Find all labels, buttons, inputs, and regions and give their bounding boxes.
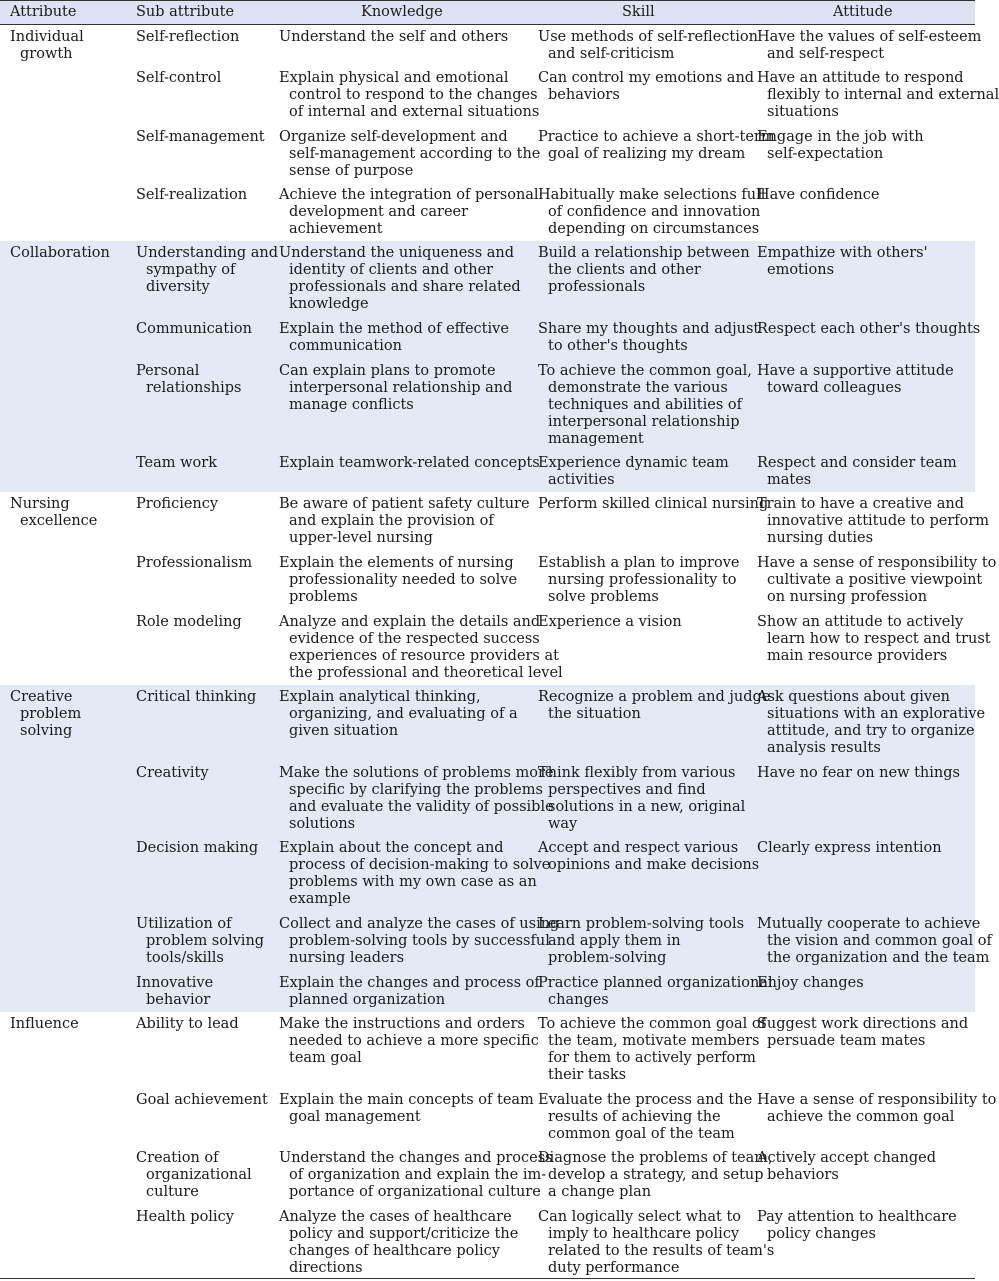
- cell-line: learn how to respect and trust: [767, 631, 991, 647]
- cell-line: of internal and external situations: [289, 104, 540, 120]
- attitude-cell: [757, 29, 981, 63]
- cell-line: Build a relationship between: [538, 245, 750, 261]
- cell-line: Creative: [10, 689, 73, 705]
- cell-line: Learn problem-solving tools: [538, 916, 745, 932]
- cell-line: Creativity: [136, 765, 209, 781]
- knowledge-cell: [279, 363, 512, 414]
- cell-line: problem-solving tools by successful: [289, 933, 550, 949]
- cell-line: Make the solutions of problems more: [279, 765, 554, 781]
- attitude-cell: [757, 555, 996, 606]
- cell-line: identity of clients and other: [289, 262, 494, 278]
- cell-line: Mutually cooperate to achieve: [757, 916, 981, 932]
- attitude-cell: [757, 840, 942, 857]
- cell-line: Analyze and explain the details and: [279, 614, 541, 630]
- cell-line: development and career: [289, 204, 469, 220]
- cell-line: Perform skilled clinical nursing: [538, 496, 769, 512]
- skill-cell: [538, 555, 739, 606]
- cell-line: Health policy: [136, 1209, 234, 1225]
- cell-line: for them to actively perform: [548, 1050, 756, 1066]
- skill-cell: [538, 1209, 774, 1277]
- cell-line: policy and support/criticize the: [289, 1226, 519, 1242]
- cell-line: attitude, and try to organize: [767, 723, 975, 739]
- knowledge-cell: [279, 689, 518, 740]
- knowledge-cell: [279, 1150, 553, 1201]
- sub-attribute-cell: [136, 496, 218, 513]
- attitude-cell: [757, 70, 999, 121]
- cell-line: needed to achieve a more specific: [289, 1033, 539, 1049]
- cell-line: behavior: [146, 992, 211, 1008]
- sub-attribute-cell: [136, 840, 258, 857]
- cell-line: common goal of the team: [548, 1126, 735, 1142]
- attribute-label: [10, 29, 84, 63]
- cell-line: management: [548, 431, 644, 447]
- cell-line: changes: [548, 992, 609, 1008]
- knowledge-cell: [279, 496, 530, 547]
- cell-line: techniques and abilities of: [548, 397, 743, 413]
- cell-line: the situation: [548, 706, 641, 722]
- cell-line: To achieve the common goal of: [538, 1016, 766, 1032]
- attitude-cell: [757, 975, 864, 992]
- sub-attribute-cell: [136, 29, 239, 46]
- cell-line: example: [289, 891, 351, 907]
- knowledge-cell: [279, 1016, 539, 1067]
- header-attitude: Attitude: [833, 4, 893, 20]
- cell-line: professionals and share related: [289, 279, 521, 295]
- skill-cell: [538, 363, 752, 448]
- skill-cell: [538, 1092, 752, 1143]
- cell-line: and self-criticism: [548, 46, 675, 62]
- skill-cell: [538, 614, 682, 631]
- knowledge-cell: [279, 614, 563, 682]
- cell-line: Analyze the cases of healthcare: [279, 1209, 512, 1225]
- cell-line: directions: [289, 1260, 363, 1276]
- cell-line: problems with my own case as an: [289, 874, 537, 890]
- cell-line: emotions: [767, 262, 835, 278]
- cell-line: persuade team mates: [767, 1033, 926, 1049]
- cell-line: opinions and make decisions: [548, 857, 760, 873]
- header-attribute: Attribute: [10, 4, 77, 20]
- attitude-cell: [757, 1209, 957, 1243]
- attitude-cell: [757, 614, 991, 665]
- sub-attribute-cell: [136, 1209, 234, 1226]
- sub-attribute-cell: [136, 689, 256, 706]
- cell-line: the organization and the team: [767, 950, 990, 966]
- knowledge-cell: [279, 555, 517, 606]
- cell-line: problem-solving: [548, 950, 667, 966]
- cell-line: professionals: [548, 279, 646, 295]
- cell-line: Suggest work directions and: [757, 1016, 969, 1032]
- skill-cell: [538, 129, 775, 163]
- cell-line: Diagnose the problems of team,: [538, 1150, 773, 1166]
- cell-line: evidence of the respected success: [289, 631, 540, 647]
- cell-line: Proficiency: [136, 496, 219, 512]
- cell-line: Practice to achieve a short-term: [538, 129, 775, 145]
- cell-line: Have confidence: [757, 187, 880, 203]
- cell-line: Explain about the concept and: [279, 840, 504, 856]
- cell-line: the team, motivate members: [548, 1033, 760, 1049]
- knowledge-cell: [279, 765, 554, 833]
- sub-attribute-cell: [136, 245, 278, 296]
- cell-line: duty performance: [548, 1260, 680, 1276]
- attitude-cell: [757, 1150, 936, 1184]
- skill-cell: [538, 245, 750, 296]
- cell-line: solutions in a new, original: [548, 799, 746, 815]
- cell-line: behaviors: [767, 1167, 839, 1183]
- cell-line: Utilization of: [136, 916, 232, 932]
- cell-line: related to the results of team's: [548, 1243, 775, 1259]
- attribute-label: [10, 496, 97, 530]
- cell-line: policy changes: [767, 1226, 876, 1242]
- knowledge-cell: [279, 1092, 534, 1126]
- attitude-cell: [757, 455, 957, 489]
- cell-line: Recognize a problem and judge: [538, 689, 771, 705]
- cell-line: Establish a plan to improve: [538, 555, 740, 571]
- cell-line: problem: [20, 706, 82, 722]
- cell-line: Critical thinking: [136, 689, 257, 705]
- attitude-cell: [757, 765, 960, 782]
- cell-line: Self-reflection: [136, 29, 240, 45]
- cell-line: Make the instructions and orders: [279, 1016, 525, 1032]
- cell-line: relationships: [146, 380, 242, 396]
- cell-line: goal of realizing my dream: [548, 146, 746, 162]
- cell-line: behaviors: [548, 87, 620, 103]
- cell-line: nursing duties: [767, 530, 874, 546]
- knowledge-cell: [279, 1209, 518, 1277]
- cell-line: imply to healthcare policy: [548, 1226, 740, 1242]
- cell-line: Collaboration: [10, 245, 110, 261]
- cell-line: on nursing profession: [767, 589, 928, 605]
- cell-line: perspectives and find: [548, 782, 706, 798]
- cell-line: self-expectation: [767, 146, 884, 162]
- cell-line: of confidence and innovation: [548, 204, 761, 220]
- cell-line: Self-management: [136, 129, 265, 145]
- cell-line: manage conflicts: [289, 397, 414, 413]
- cell-line: Show an attitude to actively: [757, 614, 964, 630]
- cell-line: Influence: [10, 1016, 79, 1032]
- cell-line: and explain the provision of: [289, 513, 494, 529]
- attribute-label: [10, 1016, 79, 1033]
- cell-line: Creation of: [136, 1150, 219, 1166]
- cell-line: activities: [548, 472, 615, 488]
- cell-line: excellence: [20, 513, 98, 529]
- sub-attribute-cell: [136, 765, 209, 782]
- cell-line: control to respond to the changes: [289, 87, 538, 103]
- cell-line: Explain teamwork-related concepts: [279, 455, 540, 471]
- cell-line: diversity: [146, 279, 210, 295]
- sub-attribute-cell: [136, 1150, 252, 1201]
- cell-line: Understand the self and others: [279, 29, 509, 45]
- cell-line: Explain physical and emotional: [279, 70, 509, 86]
- cell-line: way: [548, 816, 578, 832]
- cell-line: Can logically select what to: [538, 1209, 741, 1225]
- cell-line: Explain analytical thinking,: [279, 689, 481, 705]
- attitude-cell: [757, 321, 980, 338]
- skill-cell: [538, 70, 754, 104]
- cell-line: results of achieving the: [548, 1109, 721, 1125]
- cell-line: Respect and consider team: [757, 455, 957, 471]
- cell-line: of organization and explain the im-: [289, 1167, 547, 1183]
- attitude-cell: [757, 363, 954, 397]
- attitude-cell: [757, 245, 928, 279]
- cell-line: achieve the common goal: [767, 1109, 955, 1125]
- knowledge-cell: [279, 840, 550, 908]
- attribute-label: [10, 689, 81, 740]
- cell-line: toward colleagues: [767, 380, 902, 396]
- cell-line: To achieve the common goal,: [538, 363, 752, 379]
- knowledge-cell: [279, 321, 509, 355]
- cell-line: a change plan: [548, 1184, 652, 1200]
- attitude-cell: [757, 916, 992, 967]
- cell-line: Professionalism: [136, 555, 253, 571]
- cell-line: planned organization: [289, 992, 446, 1008]
- knowledge-cell: [279, 70, 539, 121]
- header-skill: Skill: [622, 4, 655, 20]
- cell-line: Organize self-development and: [279, 129, 508, 145]
- cell-line: Ability to lead: [136, 1016, 239, 1032]
- attitude-cell: [757, 129, 924, 163]
- knowledge-cell: [279, 129, 540, 180]
- cell-line: organizing, and evaluating of a: [289, 706, 518, 722]
- skill-cell: [538, 975, 773, 1009]
- cell-line: Communication: [136, 321, 252, 337]
- skill-cell: [538, 496, 768, 513]
- cell-line: Understanding and: [136, 245, 279, 261]
- skill-cell: [538, 765, 745, 833]
- sub-attribute-cell: [136, 1092, 268, 1109]
- attitude-cell: [757, 689, 985, 757]
- cell-line: Explain the changes and process of: [279, 975, 540, 991]
- cell-line: Can control my emotions and: [538, 70, 755, 86]
- cell-line: Individual: [10, 29, 84, 45]
- cell-line: Explain the elements of nursing: [279, 555, 514, 571]
- skill-cell: [538, 840, 759, 874]
- cell-line: Use methods of self-reflection: [538, 29, 758, 45]
- header-sub-attribute: Sub attribute: [136, 4, 235, 20]
- attitude-cell: [757, 1092, 996, 1126]
- cell-line: Collect and analyze the cases of using: [279, 916, 560, 932]
- cell-line: achievement: [289, 221, 383, 237]
- cell-line: Be aware of patient safety culture: [279, 496, 530, 512]
- cell-line: self-management according to the: [289, 146, 541, 162]
- sub-attribute-cell: [136, 614, 242, 631]
- cell-line: the clients and other: [548, 262, 701, 278]
- attitude-cell: [757, 496, 989, 547]
- cell-line: portance of organizational culture: [289, 1184, 541, 1200]
- cell-line: their tasks: [548, 1067, 627, 1083]
- cell-line: Innovative: [136, 975, 214, 991]
- sub-attribute-cell: [136, 187, 247, 204]
- sub-attribute-cell: [136, 555, 252, 572]
- cell-line: Nursing: [10, 496, 70, 512]
- cell-line: Habitually make selections full: [538, 187, 766, 203]
- knowledge-cell: [279, 187, 539, 238]
- skill-cell: [538, 187, 765, 238]
- sub-attribute-cell: [136, 975, 213, 1009]
- cell-line: the vision and common goal of: [767, 933, 992, 949]
- cell-line: mates: [767, 472, 812, 488]
- cell-line: to other's thoughts: [548, 338, 688, 354]
- cell-line: Clearly express intention: [757, 840, 942, 856]
- cell-line: demonstrate the various: [548, 380, 728, 396]
- cell-line: Actively accept changed: [757, 1150, 937, 1166]
- cell-line: Understand the uniqueness and: [279, 245, 515, 261]
- cell-line: solutions: [289, 816, 356, 832]
- cell-line: solve problems: [548, 589, 659, 605]
- table-header: [0, 0, 975, 25]
- cell-line: Achieve the integration of personal: [279, 187, 539, 203]
- cell-line: Experience dynamic team: [538, 455, 729, 471]
- sub-attribute-cell: [136, 363, 241, 397]
- attitude-cell: [757, 1016, 968, 1050]
- header-knowledge: Knowledge: [361, 4, 443, 20]
- cell-line: Team work: [136, 455, 217, 471]
- cell-line: flexibly to internal and external: [767, 87, 999, 103]
- cell-line: given situation: [289, 723, 399, 739]
- skill-cell: [538, 1016, 766, 1084]
- cell-line: Decision making: [136, 840, 259, 856]
- cell-line: specific by clarifying the problems: [289, 782, 543, 798]
- cell-line: Can explain plans to promote: [279, 363, 496, 379]
- attribute-label: [10, 245, 110, 262]
- sub-attribute-cell: [136, 70, 221, 87]
- cell-line: Think flexibly from various: [538, 765, 736, 781]
- cell-line: interpersonal relationship and: [289, 380, 513, 396]
- cell-line: problems: [289, 589, 358, 605]
- cell-line: Explain the main concepts of team: [279, 1092, 534, 1108]
- cell-line: and apply them in: [548, 933, 681, 949]
- knowledge-cell: [279, 29, 508, 46]
- cell-line: Ask questions about given: [757, 689, 950, 705]
- sub-attribute-cell: [136, 455, 217, 472]
- cell-line: Engage in the job with: [757, 129, 924, 145]
- cell-line: team goal: [289, 1050, 362, 1066]
- sub-attribute-cell: [136, 1016, 239, 1033]
- cell-line: changes of healthcare policy: [289, 1243, 500, 1259]
- cell-line: Have a sense of responsibility to: [757, 1092, 997, 1108]
- cell-line: Empathize with others': [757, 245, 928, 261]
- cell-line: and self-respect: [767, 46, 885, 62]
- cell-line: main resource providers: [767, 648, 948, 664]
- sub-attribute-cell: [136, 321, 252, 338]
- cell-line: interpersonal relationship: [548, 414, 740, 430]
- cell-line: Goal achievement: [136, 1092, 268, 1108]
- cell-line: Self-realization: [136, 187, 248, 203]
- attitude-cell: [757, 187, 879, 204]
- cell-line: Have the values of self-esteem: [757, 29, 982, 45]
- cell-line: Accept and respect various: [538, 840, 739, 856]
- cell-line: Experience a vision: [538, 614, 682, 630]
- cell-line: Train to have a creative and: [757, 496, 965, 512]
- cell-line: tools/skills: [146, 950, 224, 966]
- cell-line: Have a supportive attitude: [757, 363, 954, 379]
- cell-line: develop a strategy, and setup: [548, 1167, 764, 1183]
- cell-line: Have a sense of responsibility to: [757, 555, 997, 571]
- cell-line: Have no fear on new things: [757, 765, 960, 781]
- cell-line: sense of purpose: [289, 163, 414, 179]
- skill-cell: [538, 916, 744, 967]
- cell-line: Enjoy changes: [757, 975, 864, 991]
- cell-line: situations with an explorative: [767, 706, 986, 722]
- cell-line: problem solving: [146, 933, 265, 949]
- cell-line: Explain the method of effective: [279, 321, 509, 337]
- cell-line: nursing leaders: [289, 950, 405, 966]
- cell-line: Practice planned organizational: [538, 975, 773, 991]
- knowledge-cell: [279, 245, 521, 313]
- cell-line: and evaluate the validity of possible: [289, 799, 554, 815]
- knowledge-cell: [279, 975, 540, 1009]
- cell-line: goal management: [289, 1109, 421, 1125]
- cell-line: professionality needed to solve: [289, 572, 518, 588]
- cell-line: innovative attitude to perform: [767, 513, 990, 529]
- cell-line: depending on circumstances: [548, 221, 760, 237]
- cell-line: nursing professionality to: [548, 572, 737, 588]
- skill-cell: [538, 29, 758, 63]
- cell-line: knowledge: [289, 296, 369, 312]
- cell-line: process of decision-making to solve: [289, 857, 551, 873]
- cell-line: solving: [20, 723, 73, 739]
- cell-line: Self-control: [136, 70, 222, 86]
- cell-line: culture: [146, 1184, 199, 1200]
- cell-line: Evaluate the process and the: [538, 1092, 753, 1108]
- cell-line: Role modeling: [136, 614, 242, 630]
- cell-line: growth: [20, 46, 73, 62]
- cell-line: Share my thoughts and adjust: [538, 321, 760, 337]
- cell-line: Personal: [136, 363, 200, 379]
- skill-cell: [538, 689, 770, 723]
- sub-attribute-cell: [136, 129, 265, 146]
- cell-line: Have an attitude to respond: [757, 70, 964, 86]
- cell-line: experiences of resource providers at: [289, 648, 559, 664]
- knowledge-cell: [279, 455, 540, 472]
- cell-line: organizational: [146, 1167, 252, 1183]
- cell-line: cultivate a positive viewpoint: [767, 572, 983, 588]
- cell-line: Pay attention to healthcare: [757, 1209, 957, 1225]
- sub-attribute-cell: [136, 916, 264, 967]
- cell-line: analysis results: [767, 740, 881, 756]
- knowledge-cell: [279, 916, 559, 967]
- cell-line: upper-level nursing: [289, 530, 433, 546]
- table-bottom-rule: [0, 1278, 975, 1279]
- cell-line: Understand the changes and process: [279, 1150, 553, 1166]
- cell-line: sympathy of: [146, 262, 236, 278]
- cell-line: the professional and theoretical level: [289, 665, 563, 681]
- cell-line: situations: [767, 104, 839, 120]
- skill-cell: [538, 455, 729, 489]
- skill-cell: [538, 321, 759, 355]
- cell-line: communication: [289, 338, 402, 354]
- cell-line: Respect each other's thoughts: [757, 321, 981, 337]
- skill-cell: [538, 1150, 773, 1201]
